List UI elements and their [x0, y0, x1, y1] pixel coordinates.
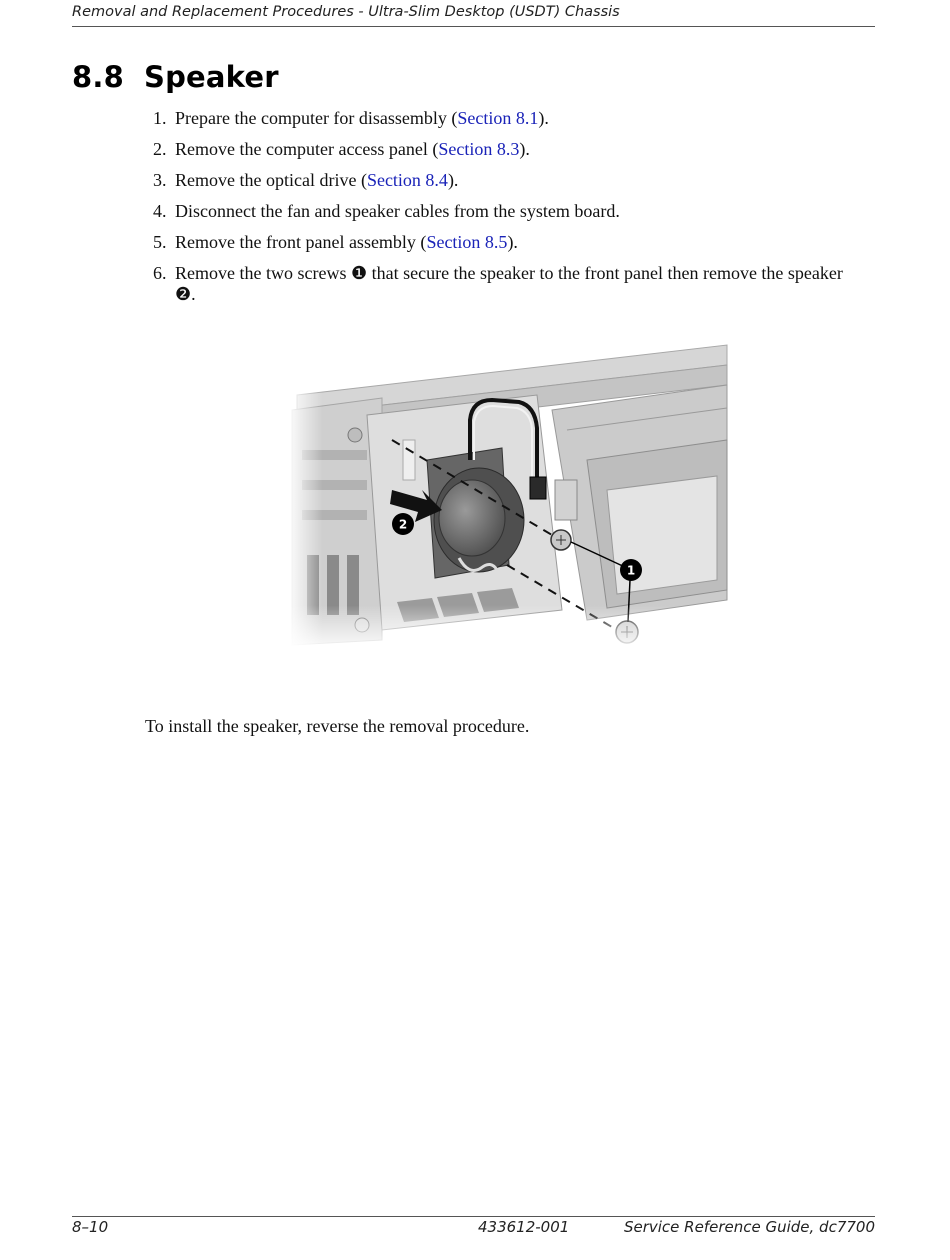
- install-note: To install the speaker, reverse the removal procedure.: [145, 716, 530, 736]
- section-title: Speaker: [144, 60, 279, 94]
- step-number: 5.: [153, 232, 167, 252]
- callout-2-label: 2: [398, 517, 408, 532]
- page-number: 8–10: [72, 1218, 109, 1236]
- section-8-4-link[interactable]: Section 8.4: [366, 170, 448, 190]
- section-8-1-link[interactable]: Section 8.1: [457, 108, 539, 128]
- step-item: [153, 232, 843, 253]
- header-rule: [72, 26, 875, 27]
- step-text: Prepare the computer for disassembly (: [175, 108, 458, 128]
- step-text: Remove the computer access panel (: [175, 139, 439, 159]
- page-footer: [72, 1218, 875, 1238]
- chassis-drawing: [287, 340, 732, 652]
- guide-title: Service Reference Guide, dc7700: [623, 1218, 875, 1236]
- step-text-end: ).: [507, 232, 518, 252]
- step-text-end: ).: [519, 139, 530, 159]
- step-number: 2.: [153, 139, 167, 159]
- step-text: Remove the two screws ❶ that secure the speaker to the front panel then remove the speaker ❷.: [175, 263, 843, 304]
- callout-2-marker: [392, 513, 414, 535]
- step-number: 6.: [153, 263, 167, 283]
- callout-1-marker: [620, 559, 642, 581]
- step-item: [153, 170, 843, 191]
- step-text: Remove the front panel assembly (: [175, 232, 427, 252]
- procedure-steps: [153, 108, 843, 315]
- step-text: Disconnect the fan and speaker cables from the system board.: [175, 201, 620, 221]
- step-item: [153, 263, 843, 305]
- step-number: 3.: [153, 170, 167, 190]
- step-item: [153, 201, 843, 222]
- footer-rule: [72, 1216, 875, 1217]
- step-item: [153, 108, 843, 129]
- step-text-end: ).: [447, 170, 459, 190]
- step-text: Remove the optical drive (: [175, 170, 367, 190]
- running-header: Removal and Replacement Procedures - Ultra-Slim Desktop (USDT) Chassis: [72, 4, 620, 20]
- callout-1-label: 1: [626, 563, 636, 578]
- speaker-removal-illustration: [287, 340, 732, 652]
- section-number: 8.8: [72, 60, 124, 94]
- step-text-end: ).: [538, 108, 549, 128]
- step-item: [153, 139, 843, 160]
- step-number: 4.: [153, 201, 167, 221]
- step-number: 1.: [153, 108, 167, 128]
- section-8-3-link[interactable]: Section 8.3: [438, 139, 520, 159]
- section-heading: [72, 60, 279, 94]
- part-number: 433612-001: [478, 1218, 570, 1236]
- section-8-5-link[interactable]: Section 8.5: [426, 232, 508, 252]
